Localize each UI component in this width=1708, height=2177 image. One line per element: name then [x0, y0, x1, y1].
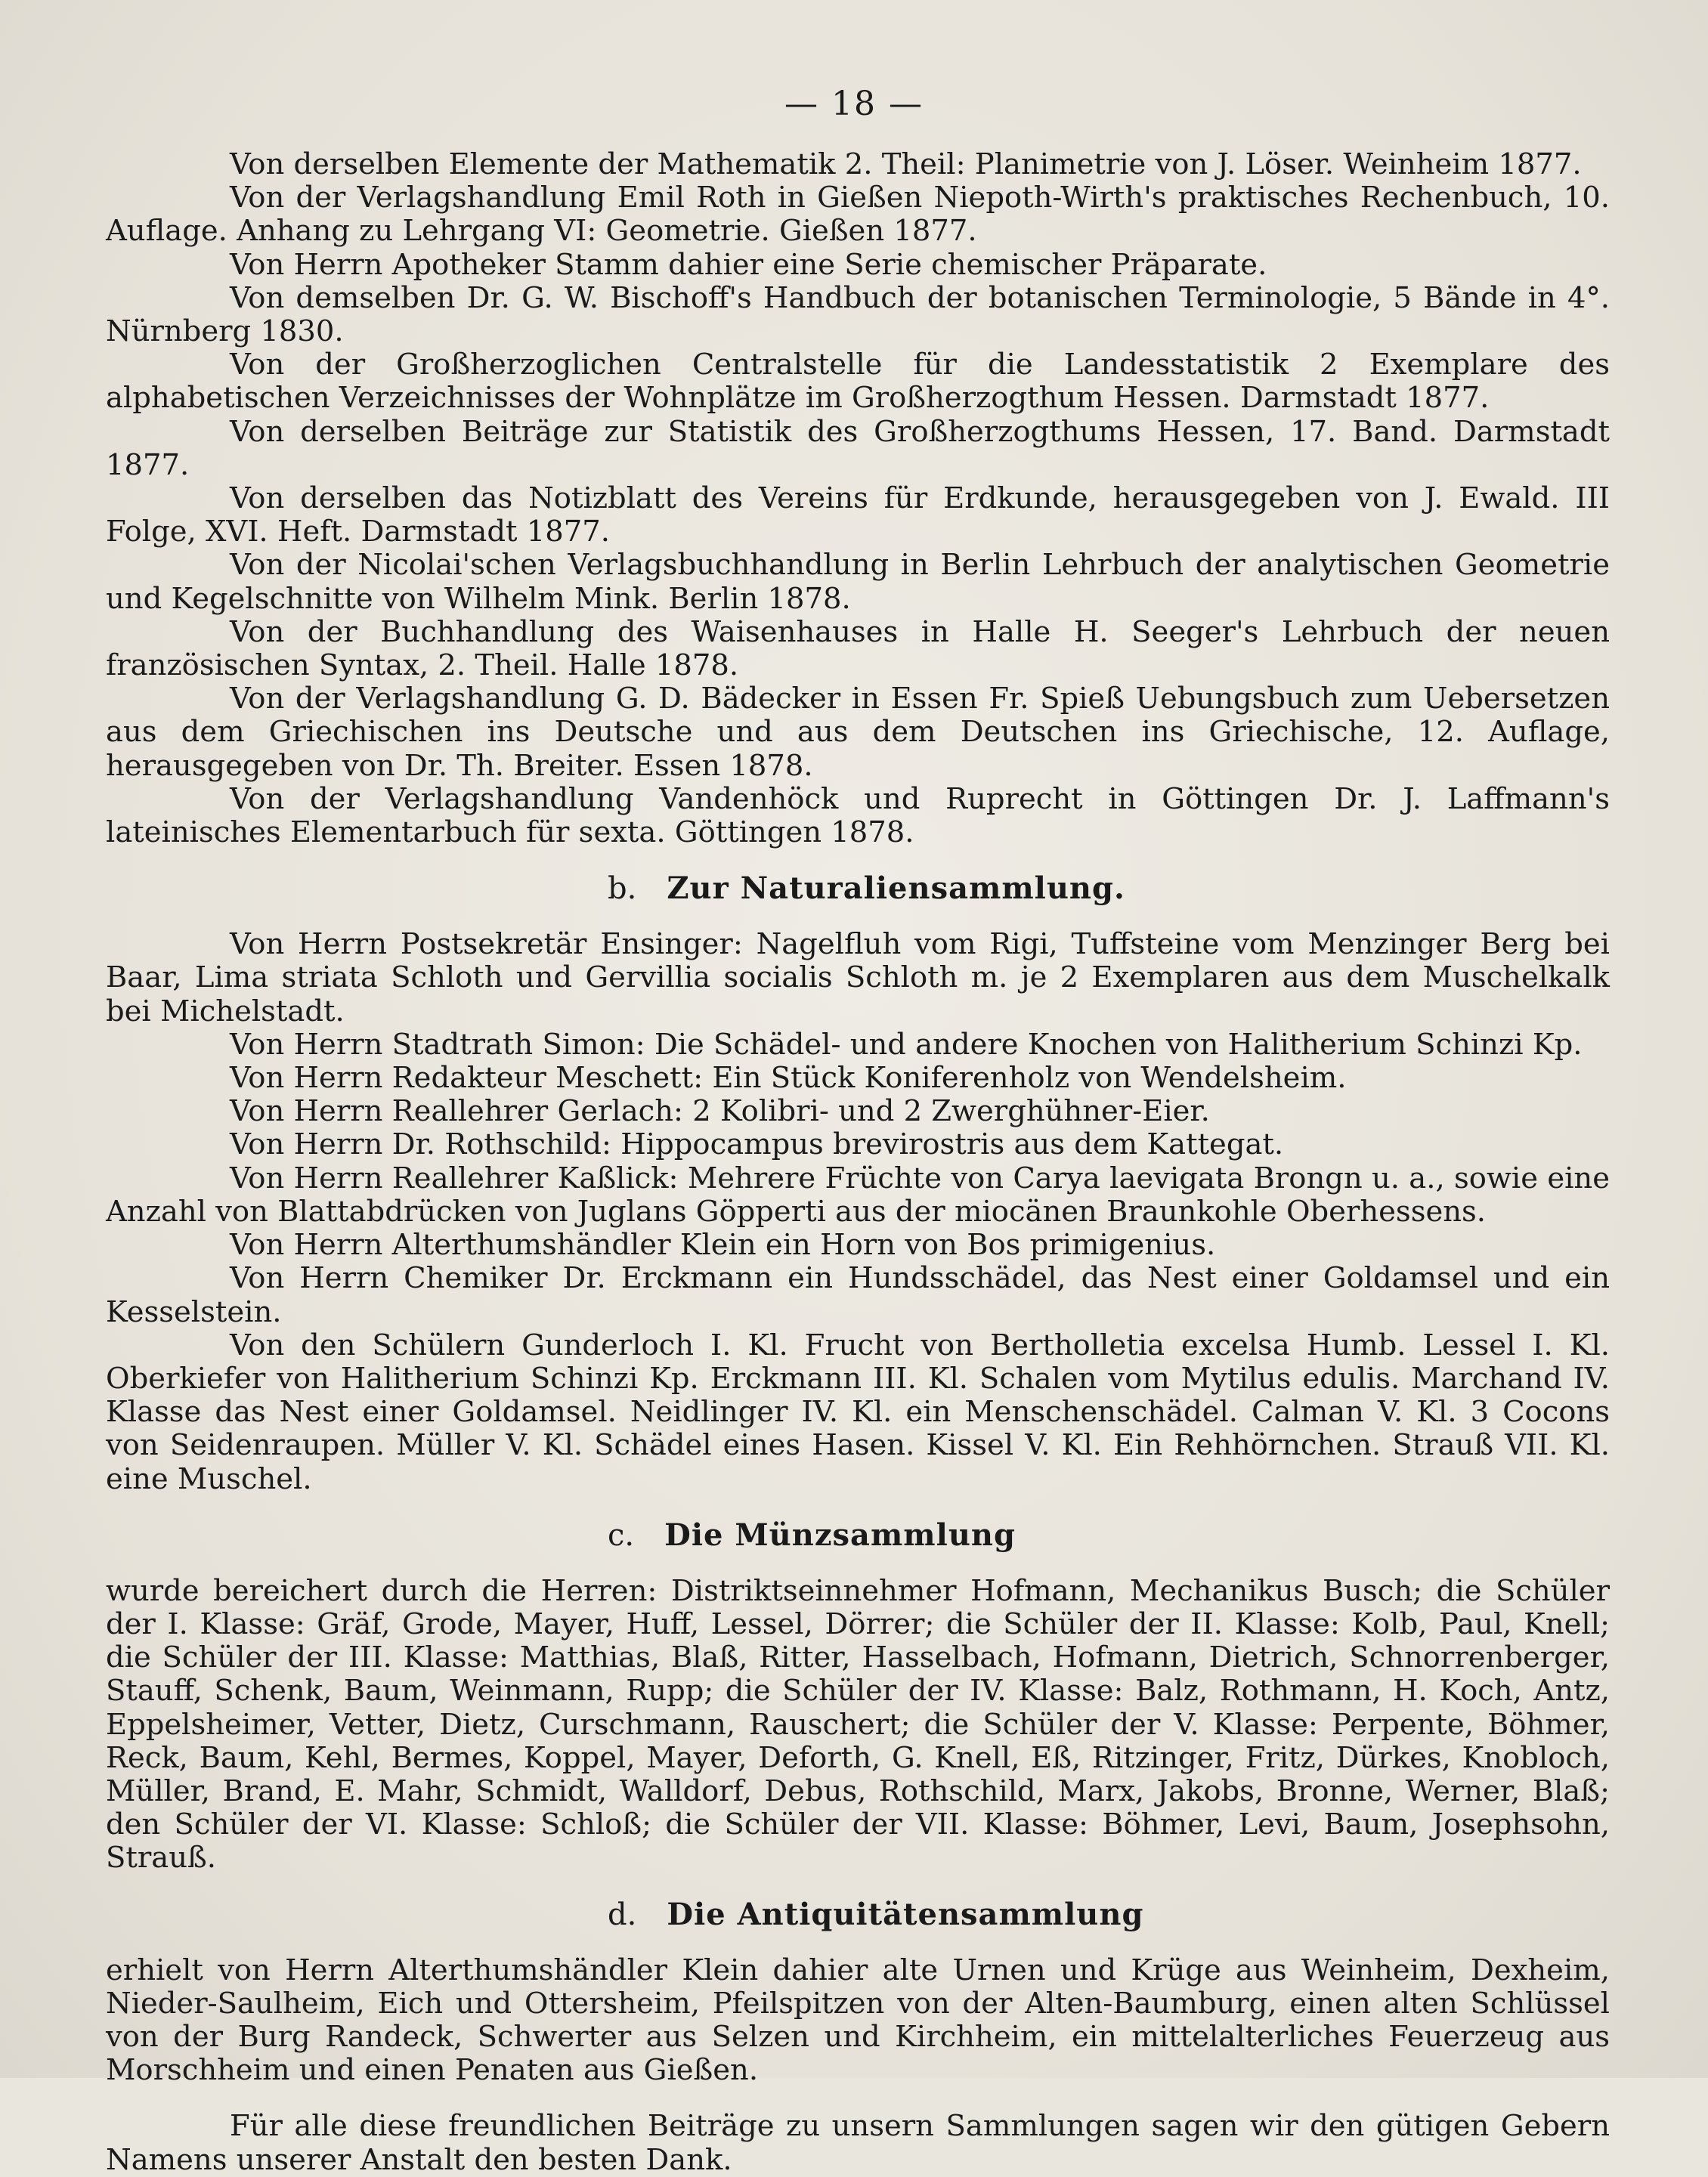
section-title: Zur Naturaliensammlung.	[667, 870, 1125, 907]
library-entry: Von derselben Beiträge zur Statistik des Großherzogthums Hessen, 17. Band. Darmstadt 1877.	[106, 414, 1610, 482]
library-entry: Von demselben Dr. G. W. Bischoff's Handbuch der botanischen Terminologie, 5 Bände in 4°. Nürnberg 1830.	[106, 280, 1610, 349]
coin-collection-text: wurde bereichert durch die Herren: Distriktseinnehmer Hofmann, Mechanikus Busch; die Schüler der I. Klasse: Gräf, Grode, Mayer, Huff, Lessel, Dörrer; die Schüler der II. Klasse: Kolb, Paul, Knell; die Schüler der III. Klasse: Matthias, Blaß, Ritter, Hasselbach, Hofmann, Dietrich, Schnorrenberger, Stauff, Schenk, Baum, Weinmann, Rupp; die Schüler der IV. Klasse: Balz, Rothmann, H. Koch, Antz, Eppelsheimer, Vetter, Dietz, Curschmann, Rauschert; die Schüler der V. Klasse: Perpente, Böhmer, Reck, Baum, Kehl, Bermes, Koppel, Mayer, Deforth, G. Knell, Eß, Ritzinger, Fritz, Dürkes, Knobloch, Müller, Brand, E. Mahr, Schmidt, Walldorf, Debus, Rothschild, Marx, Jakobs, Bronne, Werner, Blaß; den Schüler der VI. Klasse: Schloß; die Schüler der VII. Klasse: Böhmer, Levi, Baum, Josephsohn, Strauß.	[106, 1573, 1610, 1875]
section-letter: d.	[608, 1897, 637, 1932]
section-heading-c	[106, 1519, 1610, 1552]
section-heading-d	[106, 1898, 1610, 1931]
library-entry: Von der Verlagshandlung Vandenhöck und Ruprecht in Göttingen Dr. J. Laffmann's lateinisches Elementarbuch für sexta. Göttingen 1878.	[106, 781, 1610, 850]
donation-entry: Von Herrn Reallehrer Kaßlick: Mehrere Früchte von Carya laevigata Brongn u. a., sowie eine Anzahl von Blattabdrücken von Juglans Göpperti aus der miocänen Braunkohle Oberhessens.	[106, 1161, 1610, 1229]
section-title: Die Antiquitätensammlung	[667, 1896, 1144, 1932]
library-entry: Von derselben Elemente der Mathematik 2. Theil: Planimetrie von J. Löser. Weinheim 1877.	[230, 147, 1582, 181]
library-entry: Von derselben das Notizblatt des Vereins für Erdkunde, herausgegeben von J. Ewald. III Folge, XVI. Heft. Darmstadt 1877.	[106, 481, 1610, 549]
library-entry: Von der Großherzoglichen Centralstelle für die Landesstatistik 2 Exemplare des alphabetischen Verzeichnisses der Wohnplätze im Großherzogthum Hessen. Darmstadt 1877.	[106, 348, 1610, 416]
library-entry: Von der Verlagshandlung G. D. Bädecker in Essen Fr. Spieß Uebungsbuch zum Uebersetzen aus dem Griechischen ins Deutsche und aus dem Deutschen ins Griechische, 12. Auflage, herausgegeben von Dr. Th. Breiter. Essen 1878.	[106, 682, 1610, 783]
donation-entry: Von Herrn Stadtrath Simon: Die Schädel- und andere Knochen von Halitherium Schinzi Kp.	[230, 1027, 1583, 1062]
donation-entry: Von den Schülern Gunderloch I. Kl. Frucht von Bertholletia excelsa Humb. Lessel I. Kl. Oberkiefer von Halitherium Schinzi Kp. Erckmann III. Kl. Schalen vom Mytilus edulis. Marchand IV. Klasse das Nest einer Goldamsel. Neidlinger IV. Kl. ein Menschenschädel. Calman V. Kl. 3 Cocons von Seidenraupen. Müller V. Kl. Schädel eines Hasen. Kissel V. Kl. Ein Rehhörnchen. Strauß VII. Kl. eine Muschel.	[106, 1328, 1610, 1496]
section-title: Die Münzsammlung	[664, 1517, 1016, 1553]
section-letter: b.	[608, 871, 637, 907]
donation-entry: Von Herrn Reallehrer Gerlach: 2 Kolibri- und 2 Zwerghühner-Eier.	[230, 1094, 1210, 1129]
section-heading-b	[106, 872, 1610, 905]
donation-entry: Von Herrn Redakteur Meschett: Ein Stück Koniferenholz von Wendelsheim.	[230, 1061, 1347, 1096]
library-entry: Von der Buchhandlung des Waisenhauses in Halle H. Seeger's Lehrbuch der neuen französischen Syntax, 2. Theil. Halle 1878.	[106, 614, 1610, 683]
library-entry: Von der Verlagshandlung Emil Roth in Gießen Niepoth-Wirth's praktisches Rechenbuch, 10. Auflage. Anhang zu Lehrgang VI: Geometrie. Gießen 1877.	[106, 181, 1610, 249]
naturalien-section	[106, 928, 1610, 1495]
closing-thanks: Für alle diese freundlichen Beiträge zu unsern Sammlungen sagen wir den gütigen Gebern Namens unserer Anstalt den besten Dank.	[106, 2109, 1610, 2177]
page-content	[106, 148, 1610, 2177]
donation-entry: Von Herrn Alterthumshändler Klein ein Horn von Bos primigenius.	[230, 1228, 1216, 1263]
intro-section	[106, 148, 1610, 849]
library-entry: Von der Nicolai'schen Verlagsbuchhandlung in Berlin Lehrbuch der analytischen Geometrie und Kegelschnitte von Wilhelm Mink. Berlin 1878.	[106, 548, 1610, 616]
library-entry: Von Herrn Apotheker Stamm dahier eine Serie chemischer Präparate.	[230, 247, 1267, 282]
antiquities-text: erhielt von Herrn Alterthumshändler Klein dahier alte Urnen und Krüge aus Weinheim, Dexheim, Nieder-Saulheim, Eich und Ottersheim, Pfeilspitzen von der Alten-Baumburg, einen alten Schlüssel von der Burg Randeck, Schwerter aus Selzen und Kirchheim, ein mittelalterliches Feuerzeug aus Morschheim und einen Penaten aus Gießen.	[106, 1953, 1610, 2088]
donation-entry: Von Herrn Dr. Rothschild: Hippocampus brevirostris aus dem Kattegat.	[230, 1127, 1284, 1162]
donation-entry: Von Herrn Chemiker Dr. Erckmann ein Hundsschädel, das Nest einer Goldamsel und ein Kesselstein.	[106, 1261, 1610, 1329]
page-number: — 18 —	[784, 85, 924, 123]
donation-entry: Von Herrn Postsekretär Ensinger: Nagelfluh vom Rigi, Tuffsteine vom Menzinger Berg bei Baar, Lima striata Schloth und Gervillia socialis Schloth m. je 2 Exemplaren aus dem Muschelkalk bei Michelstadt.	[106, 927, 1610, 1028]
section-letter: c.	[608, 1517, 635, 1553]
